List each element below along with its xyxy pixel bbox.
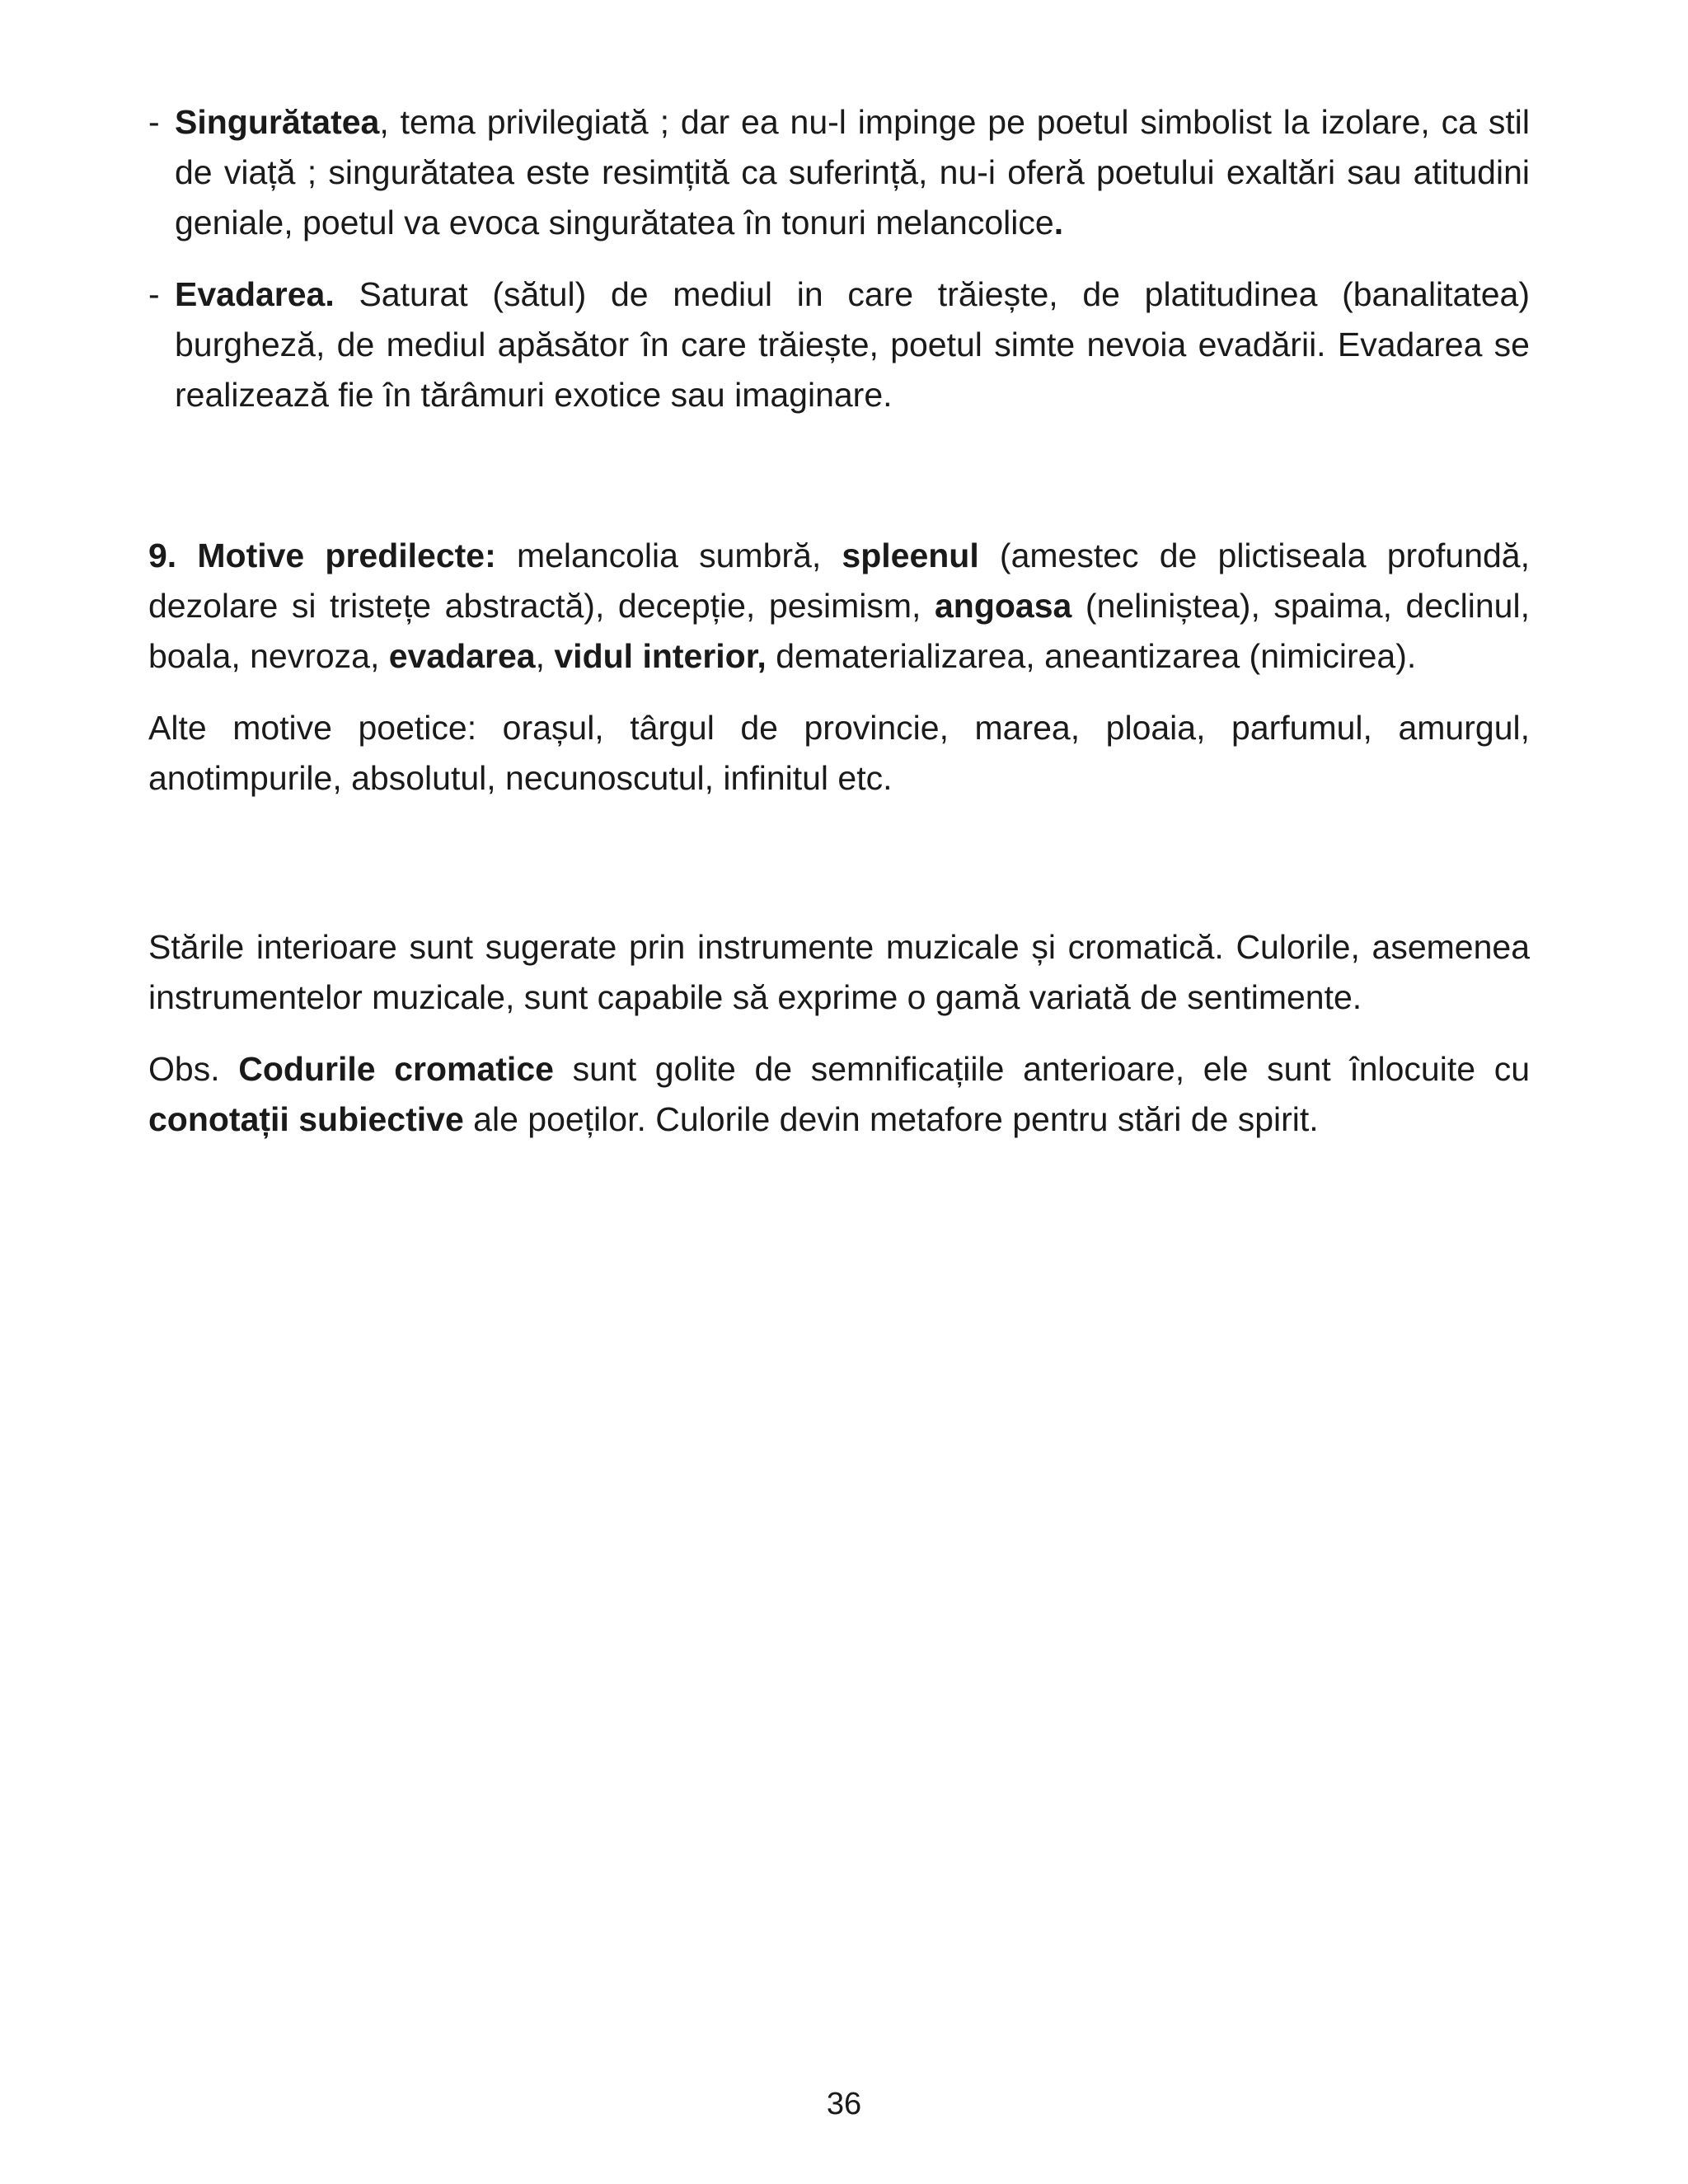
text-run: Obs. (148, 1050, 239, 1088)
bullet-text: Saturat (sătul) de mediul in care trăiește, de platitudinea (banalitatea) burgheză, de mediul apăsător în care trăiește, poetul simte nevoia evadării. Evadarea se realizează fie în tărâmuri exotice sau imaginare. (175, 275, 1530, 414)
text-run: (neliniștea), spaima, declinul, boala, nevroza, (148, 587, 1530, 675)
term-evadarea: Evadarea. (175, 275, 335, 313)
bold-term: spleenul (842, 537, 979, 574)
bullet-dash: - (148, 103, 160, 141)
text-run: (amestec de plictiseala profundă, dezolare si tristețe abstractă), decepție, pesimism, (148, 537, 1530, 625)
term-singuratatea: Singurătatea (175, 103, 380, 141)
bold-term: conotații subiective (148, 1100, 464, 1138)
bullet-singuratatea (148, 97, 1530, 248)
text-run: , (535, 637, 555, 675)
obs-paragraph (148, 1044, 1530, 1145)
motive-predilecte-paragraph (148, 531, 1530, 682)
text-run: ale poeților. Culorile devin metafore pentru stări de spirit. (463, 1100, 1319, 1138)
page-content (148, 97, 1530, 1166)
bold-term: Codurile cromatice (238, 1050, 554, 1088)
page-number: 36 (826, 2087, 862, 2121)
bold-term: evadarea (388, 637, 536, 675)
bold-term: angoasa (935, 587, 1072, 625)
section-heading: 9. Motive predilecte: (148, 537, 496, 574)
alte-motive-paragraph: Alte motive poetice: orașul, târgul de provincie, marea, ploaia, parfumul, amurgul, anotimpurile, absolutul, necunoscutul, infinitul etc. (148, 709, 1530, 797)
bullet-end: . (1053, 204, 1064, 241)
bullet-dash: - (148, 275, 160, 313)
text-run: melancolia sumbră, (495, 537, 842, 574)
text-run: sunt golite de semnificațiile anterioare, ele sunt înlocuite cu (553, 1050, 1530, 1088)
spacer (148, 442, 1530, 531)
bullet-text: , tema privilegiată ; dar ea nu-l impinge pe poetul simbolist la izolare, ca stil de viață ; singurătatea este resimțită ca suferință, nu-i oferă poetului exaltări sau atitudini geniale, poetul va evoca singurătatea în tonuri melancolice (175, 103, 1530, 241)
text-run: dematerializarea, aneantizarea (nimicirea). (766, 637, 1417, 675)
bold-term: vidul interior, (554, 637, 767, 675)
starile-paragraph: Stările interioare sunt sugerate prin instrumente muzicale și cromatică. Culorile, asemenea instrumentelor muzicale, sunt capabile să exprime o gamă variată de sentimente. (148, 928, 1530, 1016)
bullet-evadarea (148, 269, 1530, 420)
spacer (148, 825, 1530, 922)
